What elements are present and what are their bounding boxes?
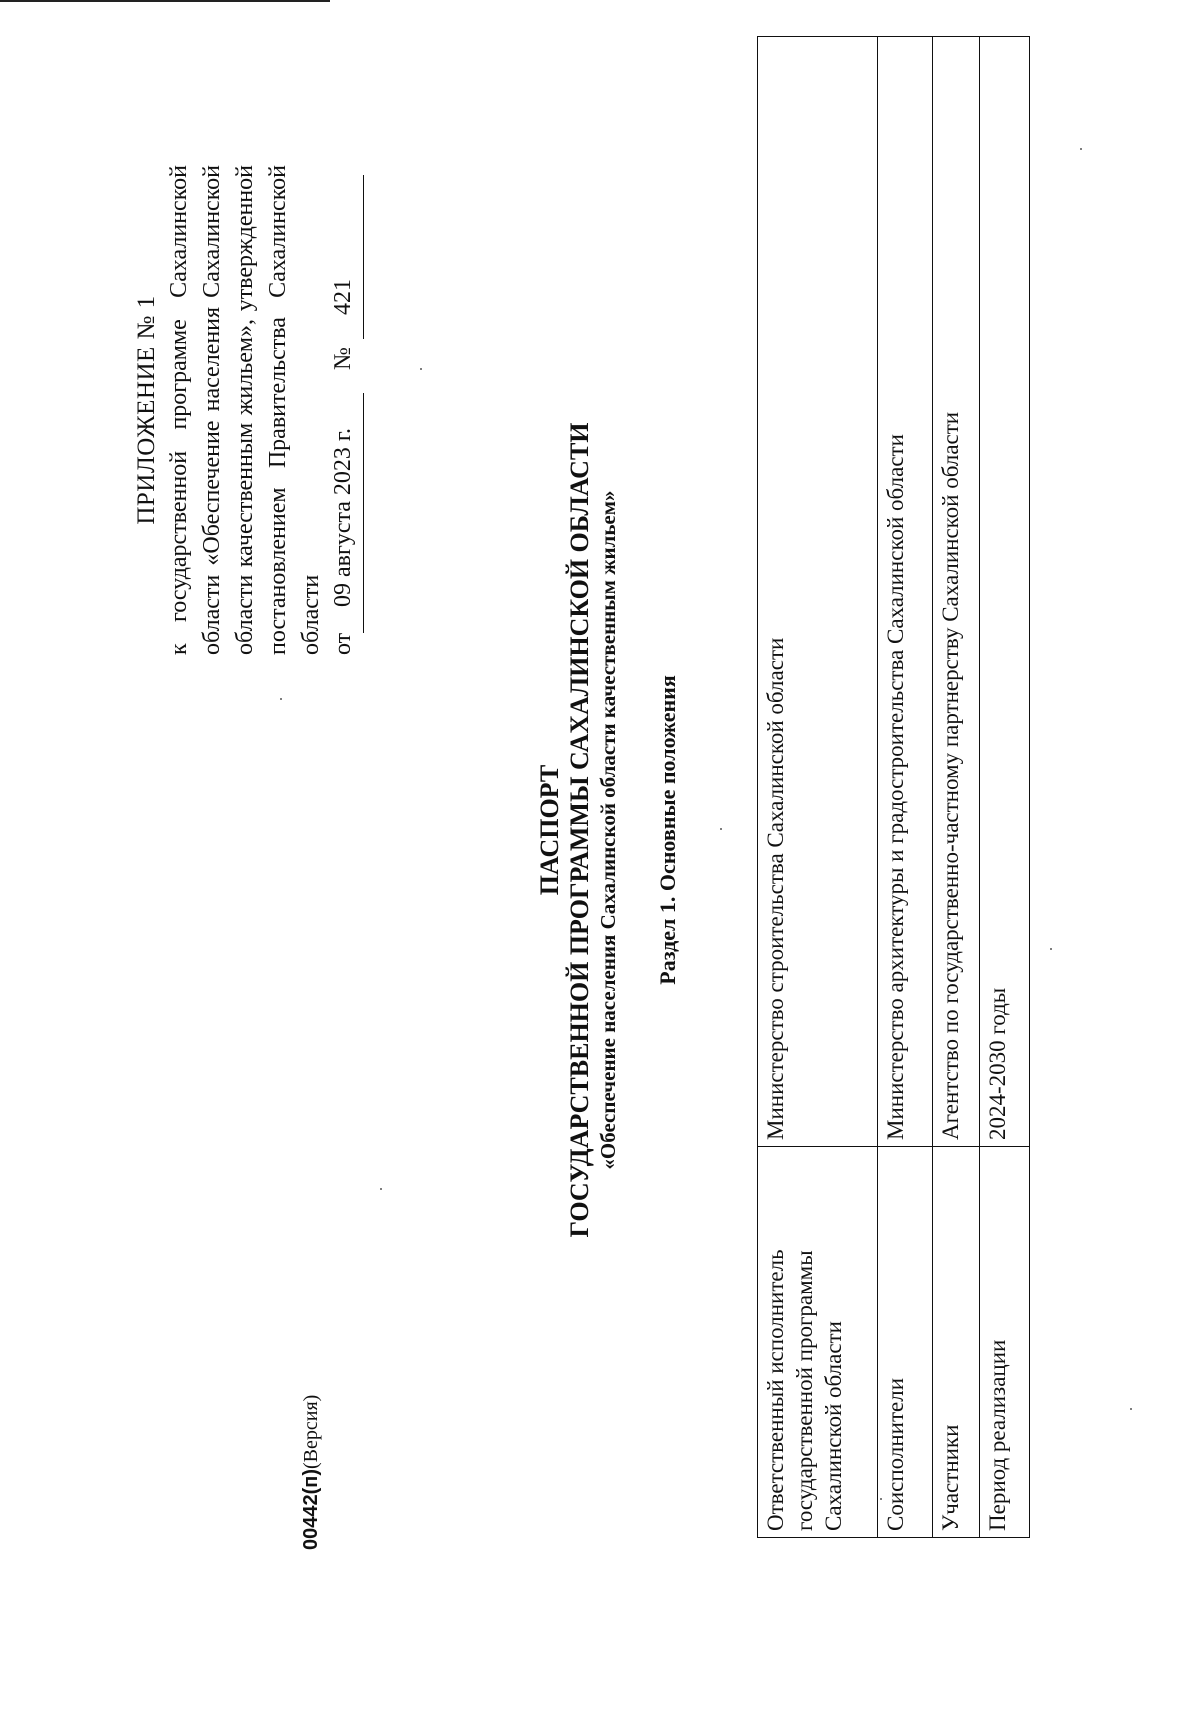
row-label: Период реализации — [980, 1147, 1030, 1538]
table-row — [758, 37, 878, 1538]
row-value: Министерство архитектуры и градостроительства Сахалинской области — [878, 37, 933, 1147]
row-value: 2024-2030 годы — [980, 37, 1030, 1147]
scan-speck — [420, 368, 422, 370]
number-value: 421 — [330, 279, 356, 315]
row-value: Агентство по государственно-частному партнерству Сахалинской области — [933, 37, 980, 1147]
scan-speck — [720, 828, 722, 830]
row-label: Ответственный исполнитель государственной программы Сахалинской области — [758, 1147, 878, 1538]
table-row — [933, 37, 980, 1538]
appendix-date-line — [328, 165, 364, 655]
number-prefix: № — [330, 347, 356, 370]
heading-program: ГОСУДАРСТВЕННОЙ ПРОГРАММЫ САХАЛИНСКОЙ ОБЛАСТИ — [565, 422, 594, 1238]
document-code-number: 00442(п) — [300, 1468, 322, 1550]
scan-speck — [380, 1188, 382, 1190]
scan-speck — [1050, 948, 1052, 950]
document-code — [300, 1395, 323, 1550]
document-version: (Версия) — [300, 1394, 322, 1469]
heading-passport: ПАСПОРТ — [535, 764, 564, 896]
table-row — [878, 37, 933, 1538]
row-value: Министерство строительства Сахалинской области — [758, 37, 878, 1147]
appendix-title: ПРИЛОЖЕНИЕ № 1 — [133, 295, 160, 525]
passport-table — [757, 36, 1030, 1538]
number-underline — [363, 175, 364, 339]
appendix-block — [130, 165, 364, 655]
scan-speck — [1080, 148, 1082, 150]
scan-speck — [280, 698, 282, 700]
scan-speck — [880, 1498, 882, 1500]
appendix-text: к государственной программе Сахалинской области «Обеспечение населения Сахалинской области качественным жильем», утвержденной постановлением Правительства Сахалинской области — [166, 165, 324, 655]
row-label: Участники — [933, 1147, 980, 1538]
row-label: Соисполнители — [878, 1147, 933, 1538]
date-underline — [363, 393, 364, 633]
date-prefix: от — [330, 632, 356, 655]
section-title: Раздел 1. Основные положения — [655, 675, 680, 985]
heading-program-name: «Обеспечение населения Сахалинской области качественным жильем» — [596, 490, 620, 1170]
date-value: 09 августа 2023 г. — [330, 427, 356, 607]
table-row — [980, 37, 1030, 1538]
passport-heading — [535, 330, 621, 1330]
scan-speck — [1130, 1408, 1132, 1410]
